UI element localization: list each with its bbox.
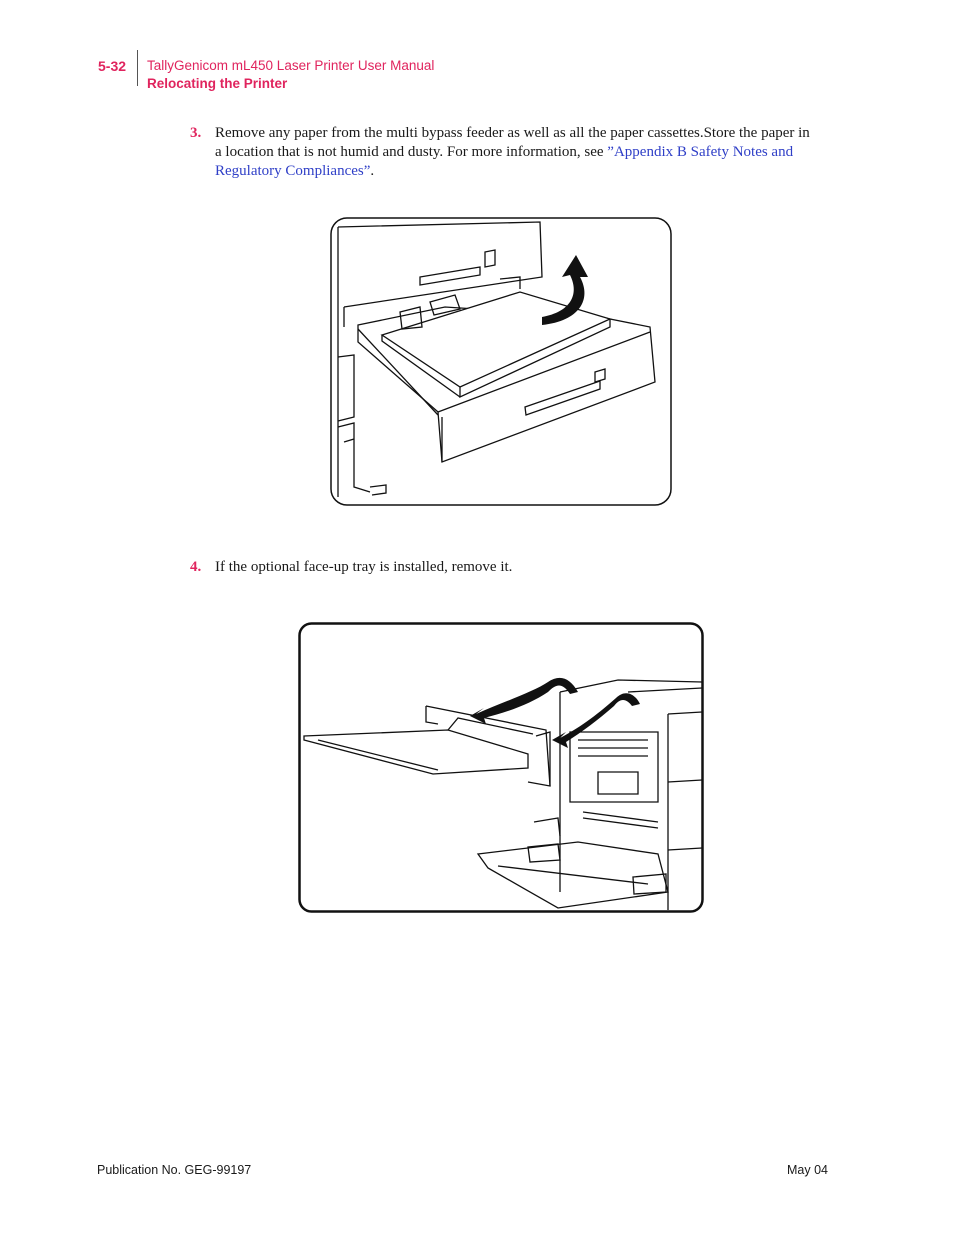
paper-cassette-illustration [330, 217, 672, 506]
page-number: 5-32 [98, 58, 127, 74]
appendix-b-link[interactable]: ”Appendix B Safety Notes and Regulatory Compliances” [215, 144, 794, 179]
header-divider [137, 50, 138, 86]
step-text [215, 124, 815, 181]
publication-number: Publication No. GEG-99197 [97, 1163, 252, 1177]
step-number: 3. [190, 125, 202, 141]
face-up-tray-illustration [298, 622, 704, 913]
manual-title: TallyGenicom mL450 Laser Printer User Manual [147, 58, 435, 73]
step-text: If the optional face-up tray is installed, remove it. [215, 559, 513, 575]
step-text-end: . [370, 163, 375, 179]
step-text-body: Remove any paper from the multi bypass feeder as well as all the paper cassettes.Store the paper in a location that is not humid and dusty. For more information, see [215, 125, 810, 160]
section-title: Relocating the Printer [147, 76, 288, 91]
step-number: 4. [190, 559, 202, 575]
publication-date: May 04 [787, 1163, 828, 1177]
